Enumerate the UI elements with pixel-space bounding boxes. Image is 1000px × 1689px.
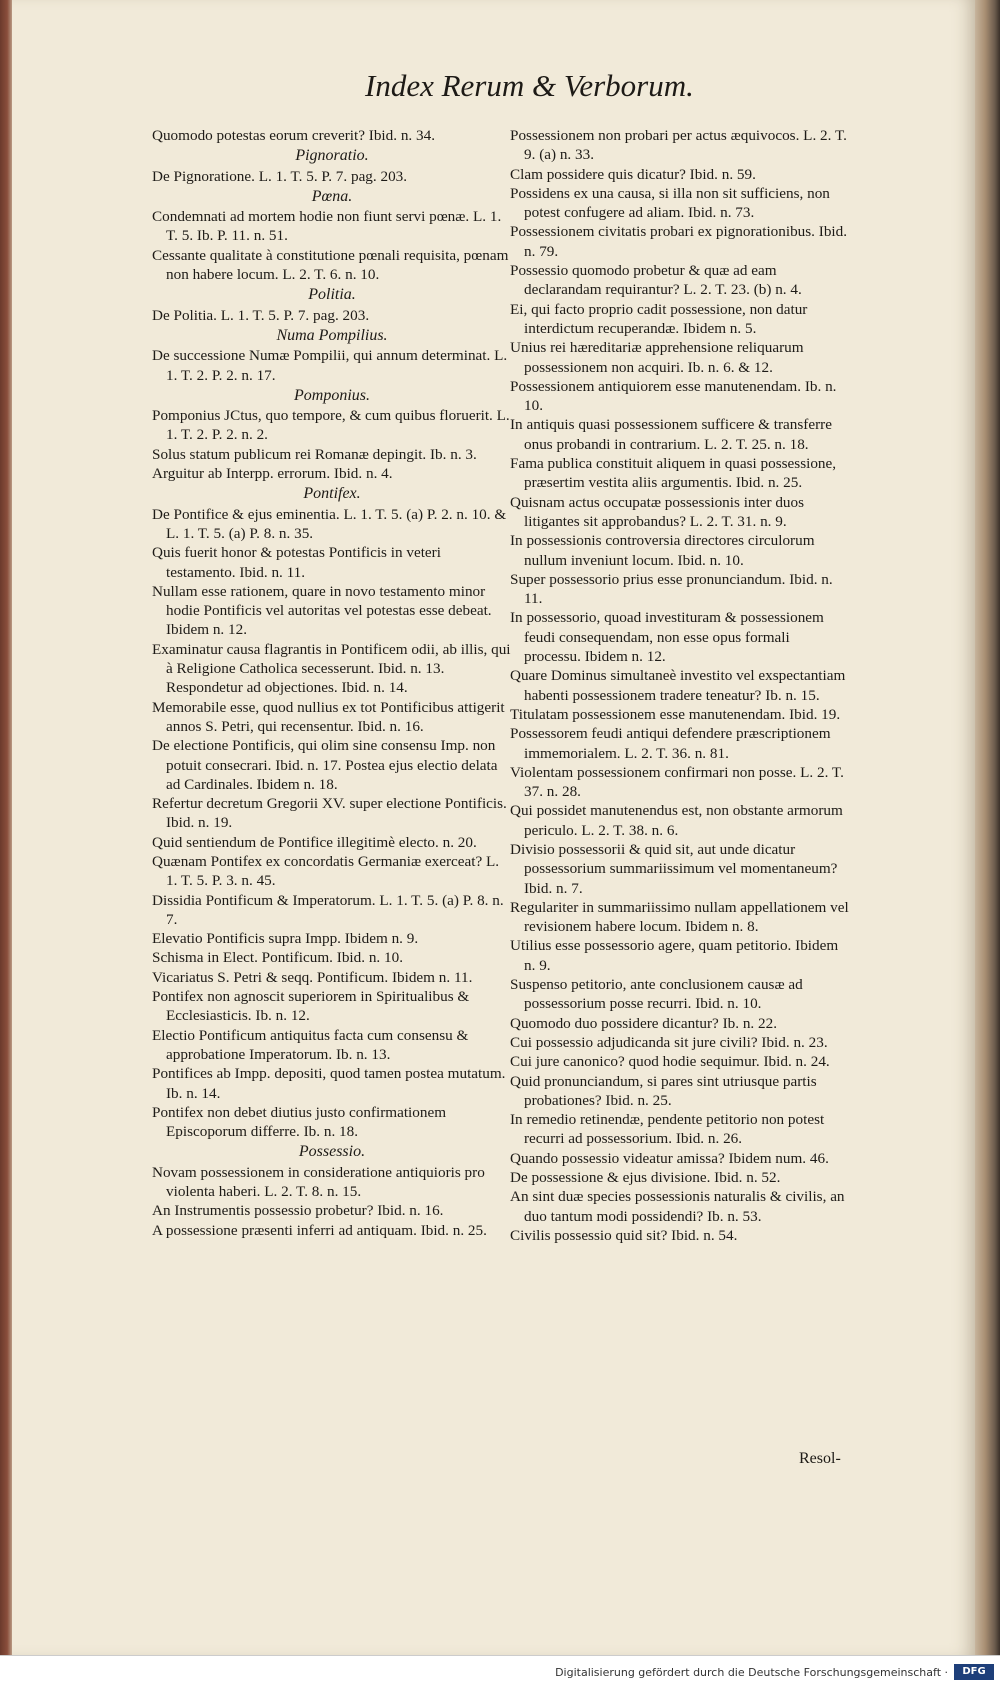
index-entry: Condemnati ad mortem hodie non fiunt servi pœnæ. L. 1. T. 5. Ib. P. 11. n. 51. xyxy=(152,208,502,245)
index-entry: Clam possidere quis dicatur? Ibid. n. 59. xyxy=(510,165,756,183)
index-entry: In remedio retinendæ, pendente petitorio non potest recurri ad possessorium. Ibid. n. 26. xyxy=(510,1111,825,1148)
index-entry: Nullam esse rationem, quare in novo testamento minor hodie Pontificis vel autoritas vel potestas esse debeat. Ibidem n. 12. xyxy=(152,582,492,639)
index-entry: Utilius esse possessorio agere, quam petitorio. Ibidem n. 9. xyxy=(510,937,839,974)
index-entry: Dissidia Pontificum & Imperatorum. L. 1. T. 5. (a) P. 8. n. 7. xyxy=(152,891,504,928)
index-entry: Quis fuerit honor & potestas Pontificis in veteri testamento. Ibid. n. 11. xyxy=(152,544,441,581)
index-entry: Memorabile esse, quod nullius ex tot Pontificibus attigerit annos S. Petri, qui recensentur. Ibid. n. 16. xyxy=(152,698,505,735)
index-entry: Cessante qualitate à constitutione pœnali requisita, pœnam non habere locum. L. 2. T. 6. n. 10. xyxy=(152,246,509,284)
index-entry: Quisnam actus occupatæ possessionis inter duos litigantes sit approbandus? L. 2. T. 31. n. 9. xyxy=(510,493,805,530)
index-entry: Qui possidet manutenendus est, non obstante armorum periculo. L. 2. T. 38. n. 6. xyxy=(510,802,843,839)
index-entry: Quid pronunciandum, si pares sint utriusque partis probationes? Ibid. n. 25. xyxy=(510,1072,817,1109)
index-entry: Pontifex non debet diutius justo confirmationem Episcoporum differre. Ib. n. 18. xyxy=(152,1103,447,1141)
index-entry: Unius rei hæreditariæ apprehensione reliquarum possessionem non acquiri. Ib. n. 6. & 12. xyxy=(510,339,804,376)
index-column-left xyxy=(152,126,512,1526)
catchword: Resol- xyxy=(799,1450,841,1467)
index-heading: Possessio. xyxy=(298,1143,366,1161)
index-entry: Schisma in Elect. Pontificum. Ibid. n. 10. xyxy=(152,949,403,967)
index-entry: Regulariter in summariissimo nullam appellationem vel revisionem habere locum. Ibidem n. 8. xyxy=(510,898,849,936)
index-entry: Vicariatus S. Petri & seqq. Pontificum. Ibidem n. 11. xyxy=(152,968,473,986)
index-entry: Possessionem non probari per actus æquivocos. L. 2. T. 9. (a) n. 33. xyxy=(510,127,847,164)
index-entry: Novam possessionem in consideratione antiquioris pro violenta haberi. L. 2. T. 8. n. 15. xyxy=(152,1163,485,1201)
index-entry: Divisio possessorii & quid sit, aut unde dicatur possessorium summariissimum vel momentaneum? Ibid. n. 7. xyxy=(510,840,838,897)
footer-bar xyxy=(0,1655,1000,1689)
index-entry: Super possessorio prius esse pronunciandum. Ibid. n. 11. xyxy=(510,570,833,608)
index-column-right xyxy=(510,126,850,1526)
index-entry: Possidens ex una causa, si illa non sit sufficiens, non potest confugere ad aliam. Ibid. n. 73. xyxy=(510,184,830,222)
index-entry: Possessionem civitatis probari ex pignorationibus. Ibid. n. 79. xyxy=(510,223,848,260)
index-entry: Arguitur ab Interpp. errorum. Ibid. n. 4. xyxy=(152,465,393,483)
page-header-title: Index Rerum & Verborum. xyxy=(365,68,694,103)
index-entry: De electione Pontificis, qui olim sine consensu Imp. non potuit consecrari. Ibid. n. 17. Postea ejus electio delata ad Cardinales. Ibidem n. 18. xyxy=(152,737,498,793)
index-entry: Quando possessio videatur amissa? Ibidem num. 46. xyxy=(510,1149,829,1167)
index-entry: Possessio quomodo probetur & quæ ad eam declarandam requirantur? L. 2. T. 23. (b) n. 4. xyxy=(510,262,802,299)
index-entry: Pomponius JCtus, quo tempore, & cum quibus floruerit. L. 1. T. 2. P. 2. n. 2. xyxy=(152,407,510,444)
index-entry: De Pontifice & ejus eminentia. L. 1. T. 5. (a) P. 2. n. 10. & L. 1. T. 5. (a) P. 8. n. 35. xyxy=(152,505,507,542)
index-heading: Pœna. xyxy=(311,187,353,205)
index-entry: Fama publica constituit aliquem in quasi possessione, præsertim vestita aliis argumentis. Ibid. n. 25. xyxy=(510,455,837,492)
index-entry: Quare Dominus simultaneè investito vel exspectantiam habenti possessionem tradere teneatur? Ib. n. 15. xyxy=(510,667,846,704)
index-heading: Numa Pompilius. xyxy=(276,326,388,344)
index-entry: Quomodo duo possidere dicantur? Ib. n. 22. xyxy=(510,1014,777,1032)
index-entry: In possessionis controversia directores circulorum nullum inveniunt locum. Ibid. n. 10. xyxy=(510,532,815,569)
index-entry: An sint duæ species possessionis naturalis & civilis, an duo tantum modi possidendi? Ib. n. 53. xyxy=(510,1188,845,1225)
index-heading: Politia. xyxy=(308,286,356,304)
index-entry: Refertur decretum Gregorii XV. super electione Pontificis. Ibid. n. 19. xyxy=(152,795,507,832)
index-entry: Quomodo potestas eorum creverit? Ibid. n. 34. xyxy=(152,127,436,144)
index-entry: Cui jure canonico? quod hodie sequimur. Ibid. n. 24. xyxy=(510,1053,830,1071)
index-entry: Quænam Pontifex ex concordatis Germaniæ exerceat? L. 1. T. 5. P. 3. n. 45. xyxy=(152,852,500,890)
book-edge-left xyxy=(0,0,12,1688)
index-entry: Titulatam possessionem esse manutenendam. Ibid. 19. xyxy=(510,705,841,723)
index-entry: An Instrumentis possessio probetur? Ibid. n. 16. xyxy=(152,1202,444,1220)
index-heading: Pontifex. xyxy=(303,485,361,503)
index-heading: Pignoratio. xyxy=(295,147,369,165)
index-entry: Ei, qui facto proprio cadit possessione, non datur interdictum recuperandæ. Ibidem n. 5. xyxy=(510,300,808,337)
index-entry: Elevatio Pontificis supra Impp. Ibidem n. 9. xyxy=(152,930,419,948)
index-entry: De Politia. L. 1. T. 5. P. 7. pag. 203. xyxy=(152,306,370,324)
index-entry: In possessorio, quoad investituram & possessionem feudi consequendam, non esse opus formali processu. Ibidem n. 12. xyxy=(510,609,824,666)
index-entry: Civilis possessio quid sit? Ibid. n. 54. xyxy=(510,1226,738,1244)
index-entry: A possessione præsenti inferri ad antiquam. Ibid. n. 25. xyxy=(152,1221,487,1239)
index-entry: Quid sentiendum de Pontifice illegitimè electo. n. 20. xyxy=(152,833,477,851)
index-entry: Cui possessio adjudicanda sit jure civili? Ibid. n. 23. xyxy=(510,1033,828,1051)
index-entry: Possessorem feudi antiqui defendere præscriptionem immemorialem. L. 2. T. 36. n. 81. xyxy=(510,725,831,762)
index-entry: Violentam possessionem confirmari non posse. L. 2. T. 37. n. 28. xyxy=(510,763,844,801)
index-entry: Possessionem antiquiorem esse manutenendam. Ib. n. 10. xyxy=(510,377,837,415)
index-entry: De Pignoratione. L. 1. T. 5. P. 7. pag. 203. xyxy=(152,167,408,185)
footer-credit-text: Digitalisierung gefördert durch die Deutsche Forschungsgemeinschaft · xyxy=(555,1666,948,1679)
index-entry: De possessione & ejus divisione. Ibid. n. 52. xyxy=(510,1169,781,1187)
book-edge-right xyxy=(975,0,1000,1688)
index-heading: Pomponius. xyxy=(294,386,370,404)
index-entry: Examinatur causa flagrantis in Pontificem odii, ab illis, qui à Religione Catholica secesserunt. Ibid. n. 13. Respondetur ad objectiones. Ibid. n. 14. xyxy=(152,640,511,697)
index-entry: Pontifex non agnoscit superiorem in Spiritualibus & Ecclesiasticis. Ib. n. 12. xyxy=(152,988,470,1025)
dfg-logo: DFG xyxy=(954,1664,994,1680)
index-entry: Electio Pontificum antiquitus facta cum consensu & approbatione Imperatorum. Ib. n. 13. xyxy=(152,1026,469,1063)
index-entry: Suspenso petitorio, ante conclusionem causæ ad possessorium posse recurri. Ibid. n. 10. xyxy=(510,976,803,1013)
index-entry: In antiquis quasi possessionem sufficere & transferre onus probandi in contrarium. L. 2. T. 25. n. 18. xyxy=(510,416,832,453)
index-entry: Solus statum publicum rei Romanæ depingit. Ib. n. 3. xyxy=(152,445,477,463)
index-entry: De successione Numæ Pompilii, qui annum determinat. L. 1. T. 2. P. 2. n. 17. xyxy=(152,347,508,384)
index-entry: Pontifices ab Impp. depositi, quod tamen postea mutatum. Ib. n. 14. xyxy=(152,1065,506,1102)
